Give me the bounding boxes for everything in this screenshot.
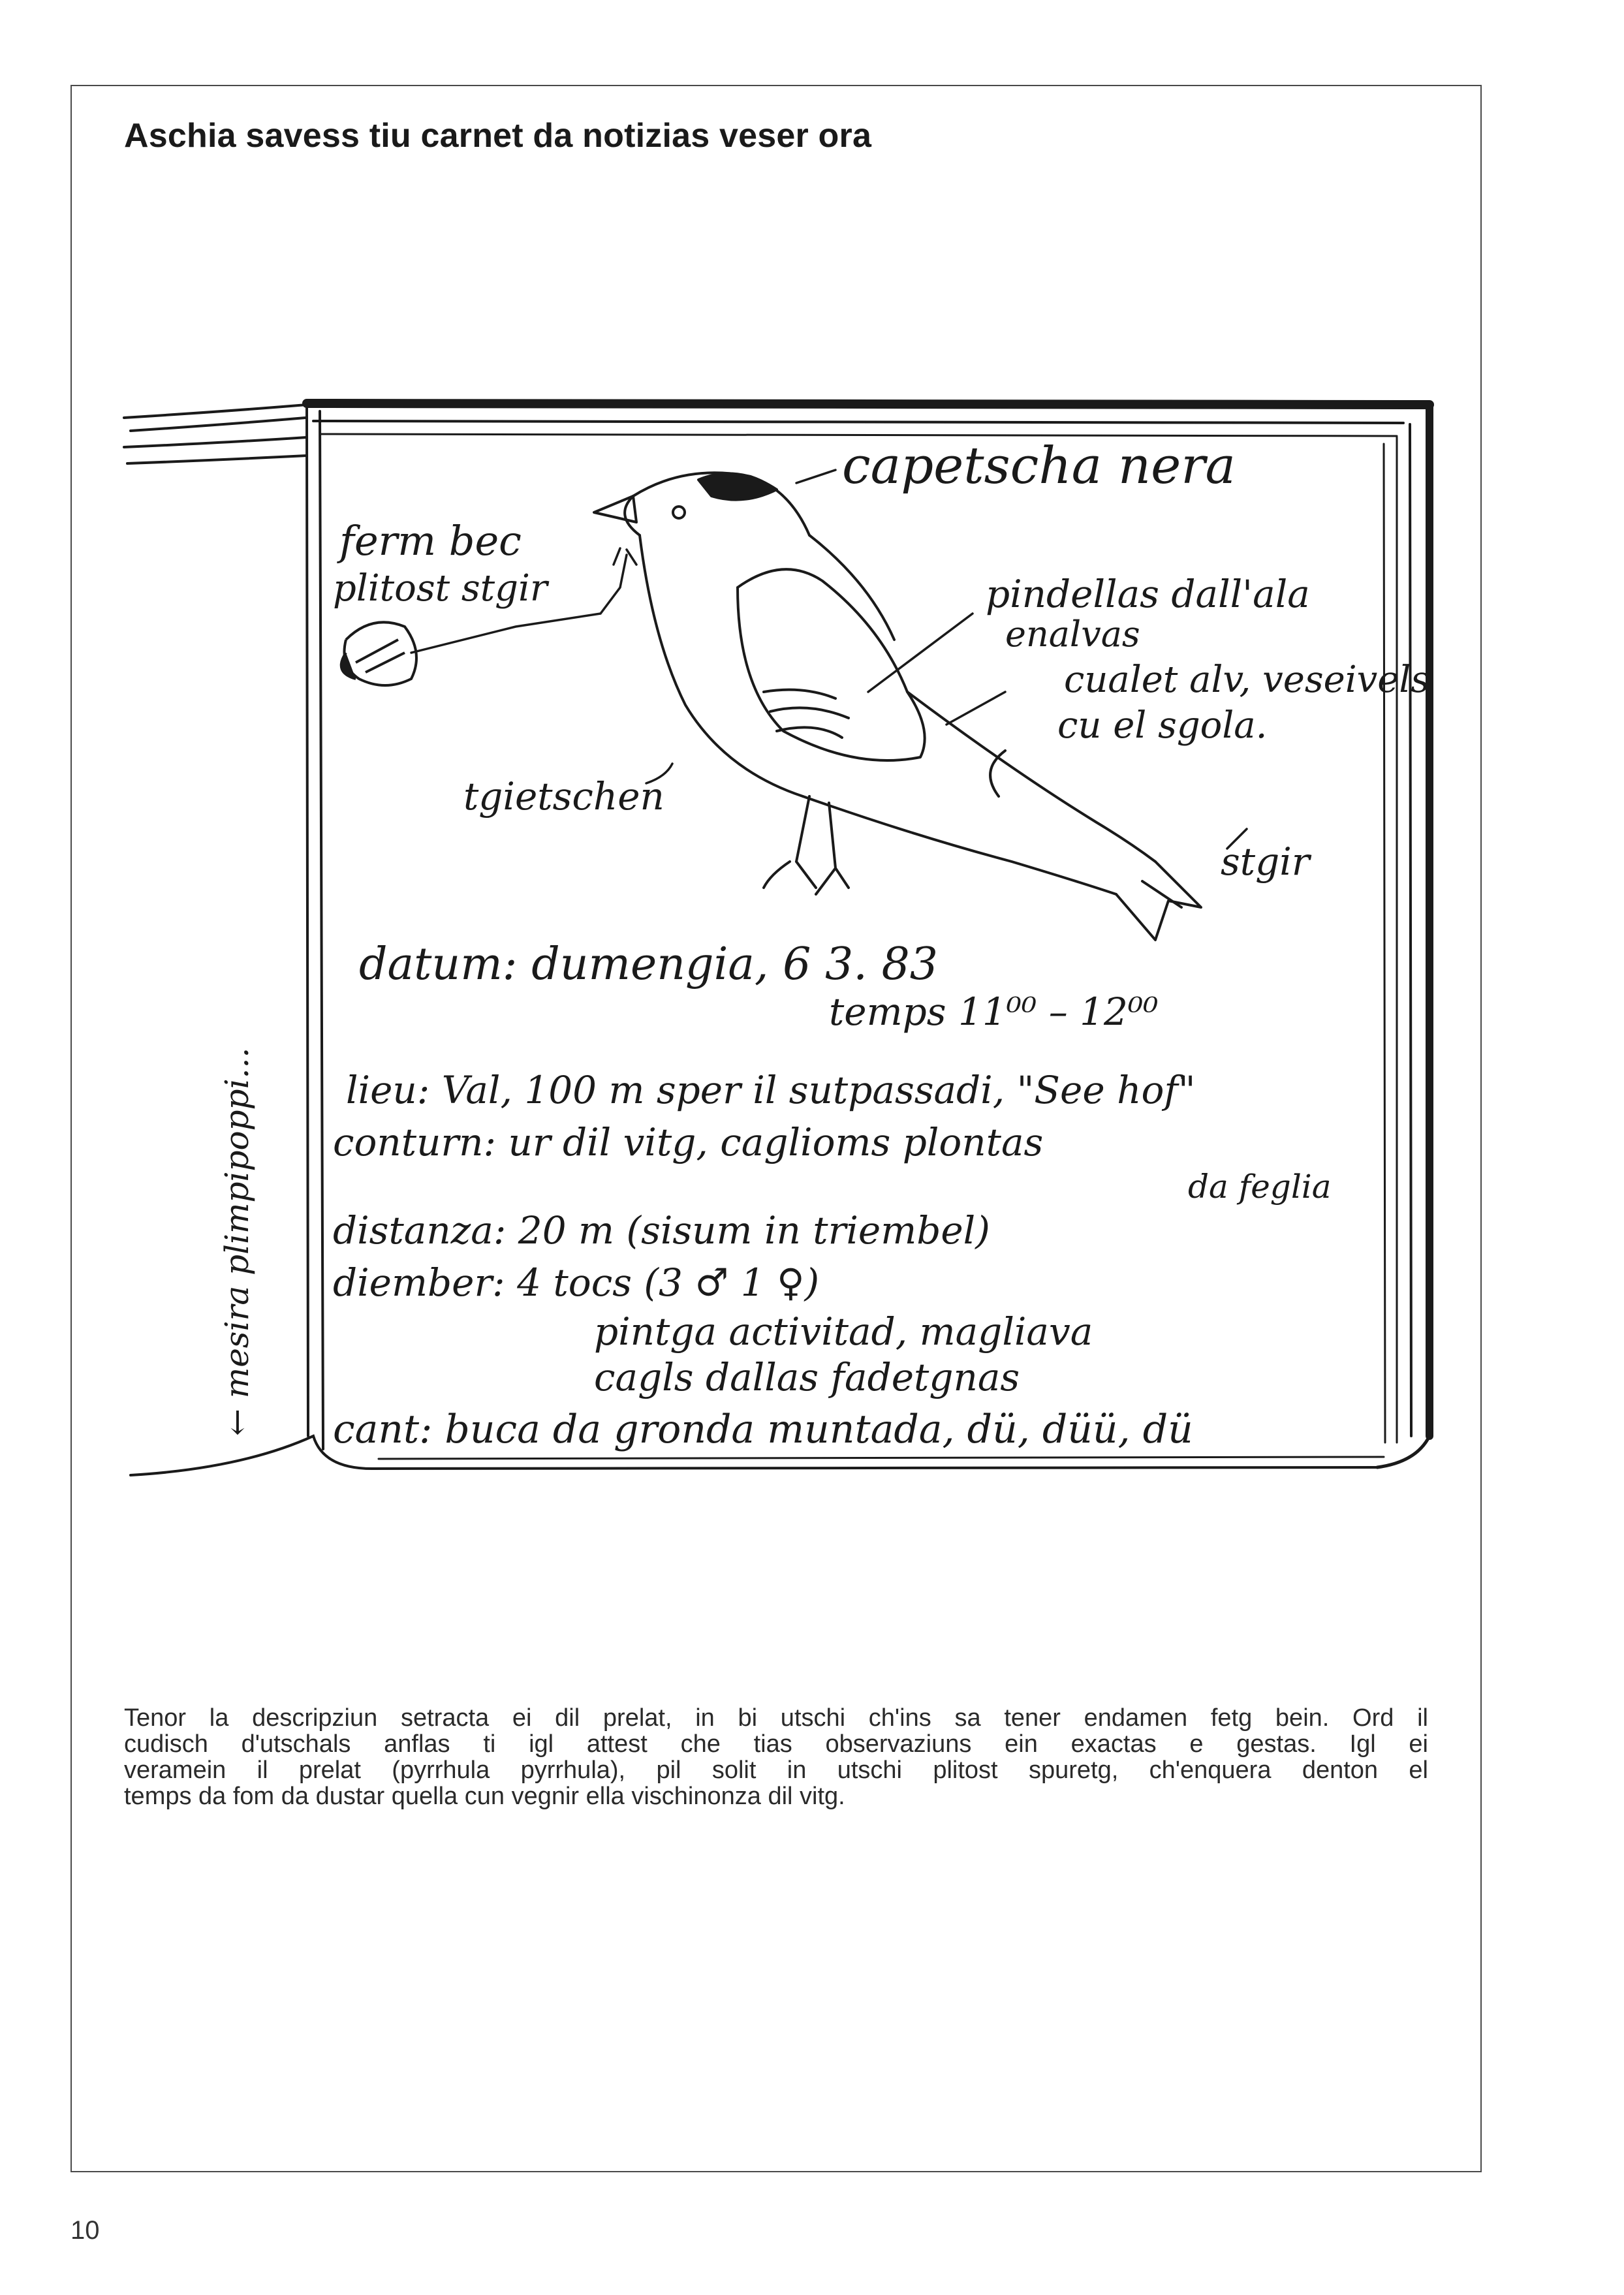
caption-line: cudisch d'utschals anflas ti igl attest che tias observaziuns ein exactas e gestas. Igl ei xyxy=(124,1730,1428,1758)
note-diember: diember: 4 tocs (3 ♂ 1 ♀) xyxy=(333,1260,820,1305)
notebook-illustration xyxy=(98,366,1456,1514)
note-datum: datum: dumengia, 6 3. 83 xyxy=(359,939,938,990)
note-cagls: cagls dallas fadetgnas xyxy=(594,1355,1020,1399)
label-pindellas: pindellas dall'ala xyxy=(986,572,1310,616)
page-number: 10 xyxy=(70,2216,100,2245)
note-cant: cant: buca da gronda muntada, dü, düü, dü xyxy=(333,1407,1193,1452)
note-da-feglia: da feglia xyxy=(1188,1168,1332,1206)
side-note: ← mesira plimpipoppi... xyxy=(218,1047,256,1436)
note-temps: temps 11⁰⁰ – 12⁰⁰ xyxy=(829,990,1159,1034)
note-conturn: conturn: ur dil vitg, caglioms plontas xyxy=(333,1120,1044,1164)
label-capetscha: capetscha nera xyxy=(842,437,1236,495)
label-cualet: cualet alv, veseivels xyxy=(1064,659,1430,701)
note-activitad: pintga activitad, magliava xyxy=(594,1309,1093,1354)
caption-line: Tenor la descripziun setracta ei dil prelat, in bi utschi ch'ins sa tener endamen fetg bein. Ord il xyxy=(124,1704,1428,1732)
caption-paragraph xyxy=(124,1705,1428,1809)
page-title: Aschia savess tiu carnet da notizias veser ora xyxy=(124,117,872,155)
label-enalvas: enalvas xyxy=(1005,614,1140,655)
note-distanza: distanza: 20 m (sisum in triembel) xyxy=(333,1208,990,1253)
label-ferm-bec: ferm bec xyxy=(339,517,522,565)
note-lieu: lieu: Val, 100 m sper il sutpassadi, "See hof" xyxy=(346,1068,1196,1112)
caption-line: veramein il prelat (pyrrhula pyrrhula), pil solit in utschi plitost spuretg, ch'enquera denton el xyxy=(124,1756,1428,1784)
bud-drawing xyxy=(341,622,416,685)
label-stgir: stgir xyxy=(1221,839,1310,884)
label-plitost-stgir: plitost stgir xyxy=(333,567,548,610)
label-cu-el-sgola: cu el sgola. xyxy=(1057,704,1268,747)
label-tgietschen: tgietschen xyxy=(463,774,664,819)
caption-line: temps da fom da dustar quella cun vegnir ella vischinonza dil vitg. xyxy=(124,1783,845,1810)
